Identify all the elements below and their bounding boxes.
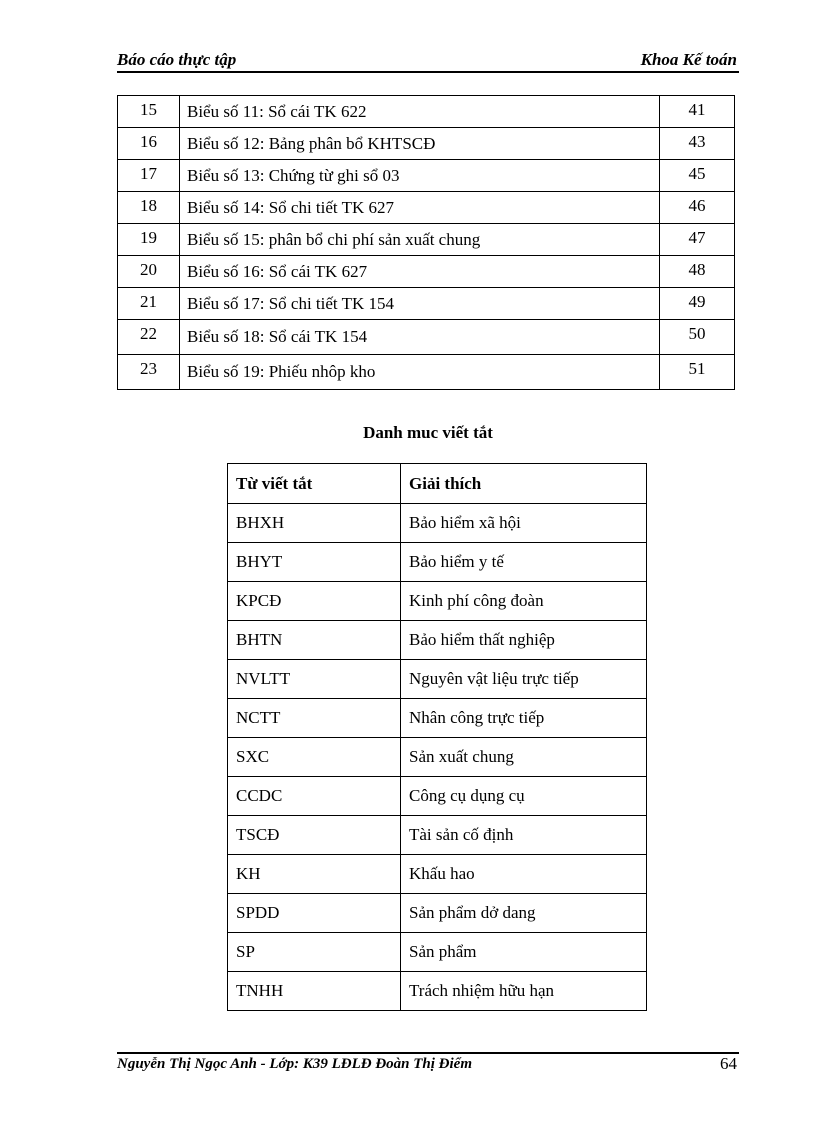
abbreviation-row <box>228 582 647 621</box>
footer-author: Nguyễn Thị Ngọc Anh - Lớp: K39 LĐLĐ Đoàn Thị Điểm <box>117 1056 472 1072</box>
contents-row <box>118 320 735 355</box>
meaning-cell: Tài sản cố định <box>401 816 647 855</box>
abbreviation-cell: CCDC <box>228 777 401 816</box>
abbreviation-cell: SPDD <box>228 894 401 933</box>
abbreviations-header-row <box>228 464 647 504</box>
row-title: Biểu số 11: Sổ cái TK 622 <box>180 96 660 128</box>
abbreviation-row <box>228 543 647 582</box>
contents-row <box>118 224 735 256</box>
row-number: 17 <box>118 160 180 192</box>
abbreviation-cell: TNHH <box>228 972 401 1011</box>
footer-divider <box>117 1052 739 1054</box>
meaning-cell: Khấu hao <box>401 855 647 894</box>
row-title: Biểu số 13: Chứng từ ghi sổ 03 <box>180 160 660 192</box>
meaning-cell: Sản xuất chung <box>401 738 647 777</box>
row-page: 49 <box>660 288 735 320</box>
meaning-column-header: Giải thích <box>401 464 647 504</box>
abbreviation-row <box>228 816 647 855</box>
abbreviation-cell: SP <box>228 933 401 972</box>
row-title: Biểu số 17: Sổ chi tiết TK 154 <box>180 288 660 320</box>
row-title: Biểu số 12: Bảng phân bổ KHTSCĐ <box>180 128 660 160</box>
abbreviation-cell: BHXH <box>228 504 401 543</box>
row-page: 48 <box>660 256 735 288</box>
contents-row <box>118 355 735 390</box>
meaning-cell: Nhân công trực tiếp <box>401 699 647 738</box>
abbreviation-row <box>228 777 647 816</box>
meaning-cell: Kinh phí công đoàn <box>401 582 647 621</box>
row-page: 50 <box>660 320 735 355</box>
header-report-title: Báo cáo thực tập <box>117 50 237 69</box>
meaning-cell: Sản phẩm <box>401 933 647 972</box>
abbreviation-cell: KH <box>228 855 401 894</box>
header-divider <box>117 71 739 73</box>
row-page: 51 <box>660 355 735 390</box>
abbreviation-row <box>228 660 647 699</box>
abbreviation-row <box>228 855 647 894</box>
row-page: 45 <box>660 160 735 192</box>
meaning-cell: Trách nhiệm hữu hạn <box>401 972 647 1011</box>
row-number: 20 <box>118 256 180 288</box>
abbreviation-row <box>228 972 647 1011</box>
row-page: 41 <box>660 96 735 128</box>
row-page: 47 <box>660 224 735 256</box>
row-title: Biểu số 18: Sổ cái TK 154 <box>180 320 660 355</box>
row-number: 21 <box>118 288 180 320</box>
row-number: 23 <box>118 355 180 390</box>
contents-row <box>118 192 735 224</box>
row-title: Biểu số 15: phân bổ chi phí sản xuất chung <box>180 224 660 256</box>
abbreviation-column-header: Từ viết tắt <box>228 464 401 504</box>
contents-row <box>118 96 735 128</box>
abbreviation-cell: TSCĐ <box>228 816 401 855</box>
abbreviation-cell: NVLTT <box>228 660 401 699</box>
contents-row <box>118 160 735 192</box>
row-title: Biểu số 16: Sổ cái TK 627 <box>180 256 660 288</box>
row-title: Biểu số 14: Sổ chi tiết TK 627 <box>180 192 660 224</box>
row-title: Biểu số 19: Phiếu nhôp kho <box>180 355 660 390</box>
header-faculty: Khoa Kế toán <box>640 50 737 69</box>
meaning-cell: Bảo hiểm thất nghiệp <box>401 621 647 660</box>
abbreviation-row <box>228 504 647 543</box>
abbreviation-row <box>228 933 647 972</box>
contents-row <box>118 288 735 320</box>
row-number: 19 <box>118 224 180 256</box>
meaning-cell: Bảo hiểm xã hội <box>401 504 647 543</box>
contents-table <box>117 95 735 390</box>
abbreviation-row <box>228 738 647 777</box>
abbreviations-table <box>227 463 647 1011</box>
abbreviation-cell: BHTN <box>228 621 401 660</box>
row-number: 18 <box>118 192 180 224</box>
row-number: 22 <box>118 320 180 355</box>
row-page: 43 <box>660 128 735 160</box>
abbreviation-cell: NCTT <box>228 699 401 738</box>
contents-row <box>118 256 735 288</box>
row-number: 16 <box>118 128 180 160</box>
abbreviation-row <box>228 699 647 738</box>
row-page: 46 <box>660 192 735 224</box>
abbreviation-cell: SXC <box>228 738 401 777</box>
abbreviations-title: Danh muc viết tắt <box>363 423 493 442</box>
abbreviation-row <box>228 894 647 933</box>
abbreviation-cell: KPCĐ <box>228 582 401 621</box>
meaning-cell: Bảo hiểm y tế <box>401 543 647 582</box>
meaning-cell: Sản phẩm dở dang <box>401 894 647 933</box>
meaning-cell: Nguyên vật liệu trực tiếp <box>401 660 647 699</box>
page-header <box>117 50 737 72</box>
contents-row <box>118 128 735 160</box>
row-number: 15 <box>118 96 180 128</box>
meaning-cell: Công cụ dụng cụ <box>401 777 647 816</box>
abbreviation-row <box>228 621 647 660</box>
abbreviation-cell: BHYT <box>228 543 401 582</box>
page-number: 64 <box>720 1054 737 1073</box>
